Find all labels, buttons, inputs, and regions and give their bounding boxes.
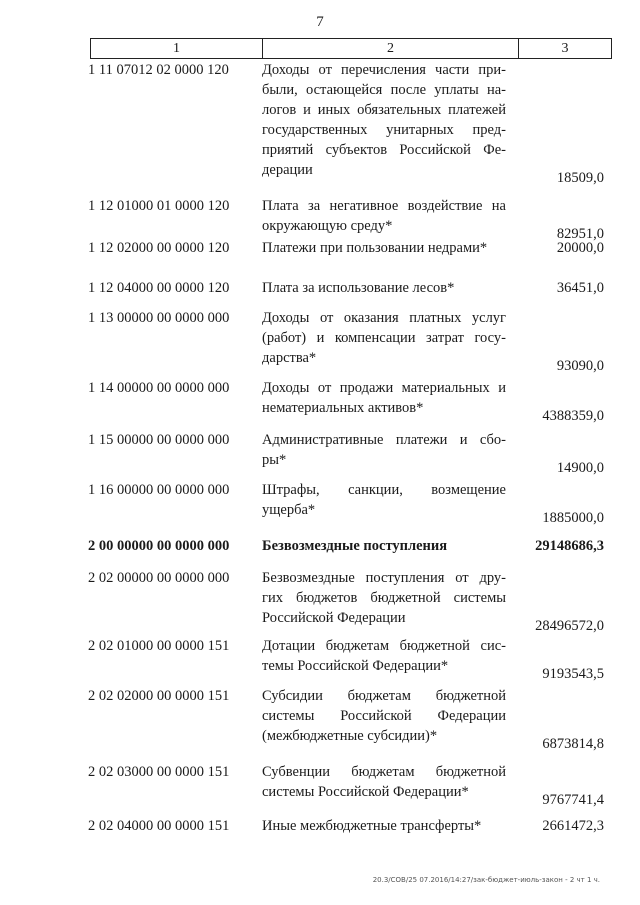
column-header-code: 1 [91,39,263,58]
row-name-line: логов и иных обязательных платежей [262,102,506,118]
row-name-line: (работ) и компенсации затрат госу- [262,330,506,346]
row-amount: 36451,0 [556,280,604,296]
row-code: 1 12 02000 00 0000 120 [88,240,230,256]
row-name-line: Субвенции бюджетам бюджетной [262,764,506,780]
row-name [262,308,506,368]
row-name-line: государственных унитарных пред- [262,122,506,138]
row-code: 2 02 01000 00 0000 151 [88,638,230,654]
row-code: 2 02 04000 00 0000 151 [88,818,230,834]
row-code: 1 14 00000 00 0000 000 [88,380,230,396]
row-code: 1 11 07012 02 0000 120 [88,62,229,78]
row-name [262,568,506,628]
row-name [262,636,506,676]
row-name [262,60,506,180]
row-amount: 9767741,4 [542,792,604,808]
row-name-line: Плата за негативное воздействие на [262,198,506,214]
row-name-line: Доходы от оказания платных услуг [262,310,506,326]
row-code: 2 00 00000 00 0000 000 [88,538,230,554]
row-name-line: Доходы от перечисления части при- [262,62,506,78]
row-code: 1 15 00000 00 0000 000 [88,432,230,448]
row-name [262,686,506,746]
row-name [262,238,506,258]
row-name-line: системы Российской Федерации [262,708,506,724]
row-code: 1 16 00000 00 0000 000 [88,482,230,498]
row-name-line: Российской Федерации [262,610,406,626]
column-header-amount: 3 [561,41,569,56]
row-code: 1 12 01000 01 0000 120 [88,198,230,214]
row-name-line: Безвозмездные поступления от дру- [262,570,506,586]
row-amount: 28496572,0 [535,618,604,634]
row-amount: 9193543,5 [542,666,604,682]
row-name [262,816,506,836]
row-name-line: окружающую среду* [262,218,393,234]
row-name-line: системы Российской Федерации* [262,784,469,800]
row-name [262,196,506,236]
row-name [262,430,506,470]
row-name-line: нематериальных активов* [262,400,424,416]
row-amount: 14900,0 [556,460,604,476]
row-name-line: Штрафы, санкции, возмещение [262,482,506,498]
column-header-name: 2 [263,39,519,58]
row-name-line: Административные платежи и сбо- [262,432,506,448]
row-name-line: (межбюджетные субсидии)* [262,728,438,744]
row-amount: 4388359,0 [542,408,604,424]
row-name-line: ущерба* [262,502,316,518]
row-name-line: приятий субъектов Российской Фе- [262,142,506,158]
row-amount: 20000,0 [556,240,604,256]
row-amount: 2661472,3 [542,818,604,834]
row-name-line: гих бюджетов бюджетной системы [262,590,506,606]
page-number: 7 [316,14,324,30]
row-name [262,480,506,520]
row-name [262,762,506,802]
row-name-line: Платежи при пользовании недрами* [262,240,488,256]
row-amount: 6873814,8 [542,736,604,752]
row-code: 1 13 00000 00 0000 000 [88,310,230,326]
footer-note: 20.3/СОВ/25 07.2016/14:27/зак-бюджет-июль-закон - 2 чт 1 ч. [372,876,600,884]
row-amount: 18509,0 [556,170,604,186]
row-name [262,536,506,556]
row-code: 2 02 00000 00 0000 000 [88,570,230,586]
row-name-line: Субсидии бюджетам бюджетной [262,688,506,704]
row-name-line: дарства* [262,350,317,366]
row-name [262,378,506,418]
row-amount: 1885000,0 [542,510,604,526]
row-name-line: были, остающейся после уплаты на- [262,82,506,98]
row-name-line: Дотации бюджетам бюджетной сис- [262,638,506,654]
row-amount: 82951,0 [556,226,604,242]
row-name-line: дерации [262,162,313,178]
row-code: 1 12 04000 00 0000 120 [88,280,230,296]
row-name-line: Плата за использование лесов* [262,280,455,296]
row-name-line: темы Российской Федерации* [262,658,449,674]
row-name-line: Доходы от продажи материальных и [262,380,506,396]
row-amount: 29148686,3 [535,538,604,554]
row-code: 2 02 02000 00 0000 151 [88,688,230,704]
row-name-line: Иные межбюджетные трансферты* [262,818,482,834]
row-name-line: Безвозмездные поступления [262,538,448,554]
table-header [90,38,612,59]
row-code: 2 02 03000 00 0000 151 [88,764,230,780]
row-name [262,278,506,298]
row-amount: 93090,0 [556,358,604,374]
row-name-line: ры* [262,452,287,468]
